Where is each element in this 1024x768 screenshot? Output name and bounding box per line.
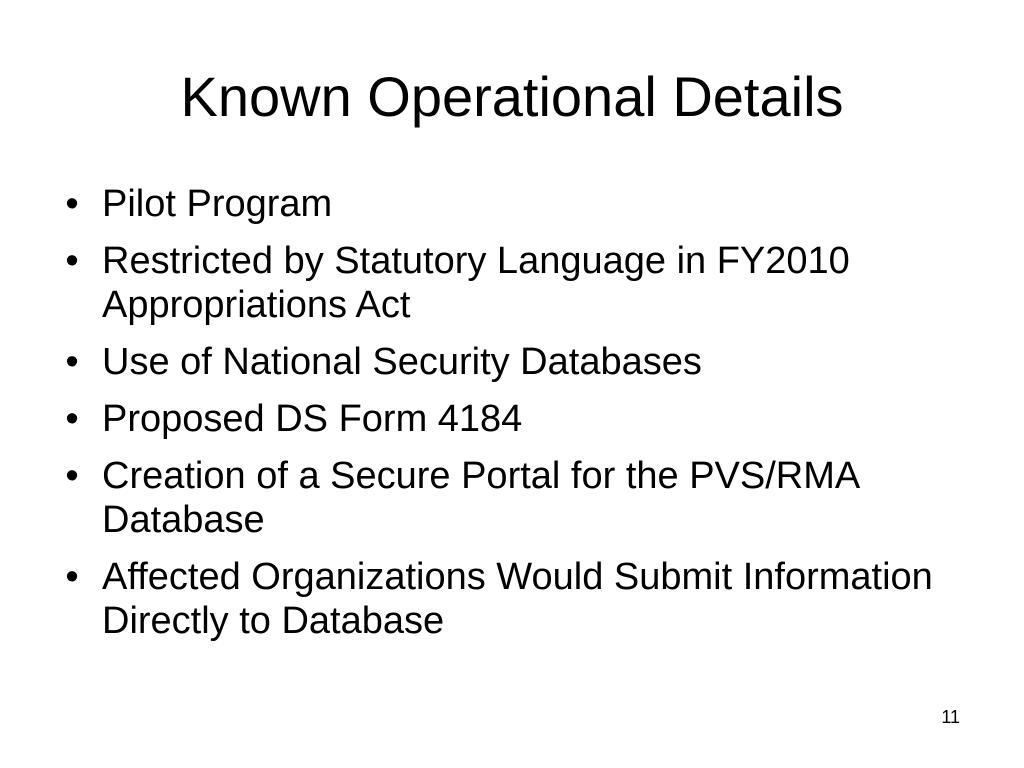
bullet-item-pilot-program	[57, 182, 957, 226]
bullet-icon: •	[65, 398, 79, 440]
bullet-icon: •	[65, 455, 79, 497]
bullet-item-affected-organizations	[57, 555, 957, 643]
bullet-text: Proposed DS Form 4184	[102, 398, 523, 440]
bullet-item-ds-form	[57, 397, 957, 441]
page-number: 11	[941, 707, 960, 727]
bullet-icon: •	[65, 341, 79, 383]
bullet-item-restricted	[57, 239, 957, 327]
bullet-item-secure-portal	[57, 454, 957, 542]
bullet-text: Use of National Security Databases	[102, 341, 702, 383]
bullet-text: Creation of a Secure Portal for the PVS/RMA Database	[102, 455, 859, 541]
bullet-icon: •	[65, 183, 79, 225]
bullet-icon: •	[65, 556, 79, 598]
bullet-icon: •	[65, 240, 79, 282]
bullet-list	[57, 182, 957, 656]
slide-title: Known Operational Details	[180, 65, 844, 128]
bullet-item-national-security	[57, 340, 957, 384]
bullet-text: Affected Organizations Would Submit Information Directly to Database	[102, 556, 933, 642]
bullet-text: Restricted by Statutory Language in FY2010 Appropriations Act	[102, 240, 850, 326]
bullet-text: Pilot Program	[102, 183, 333, 225]
